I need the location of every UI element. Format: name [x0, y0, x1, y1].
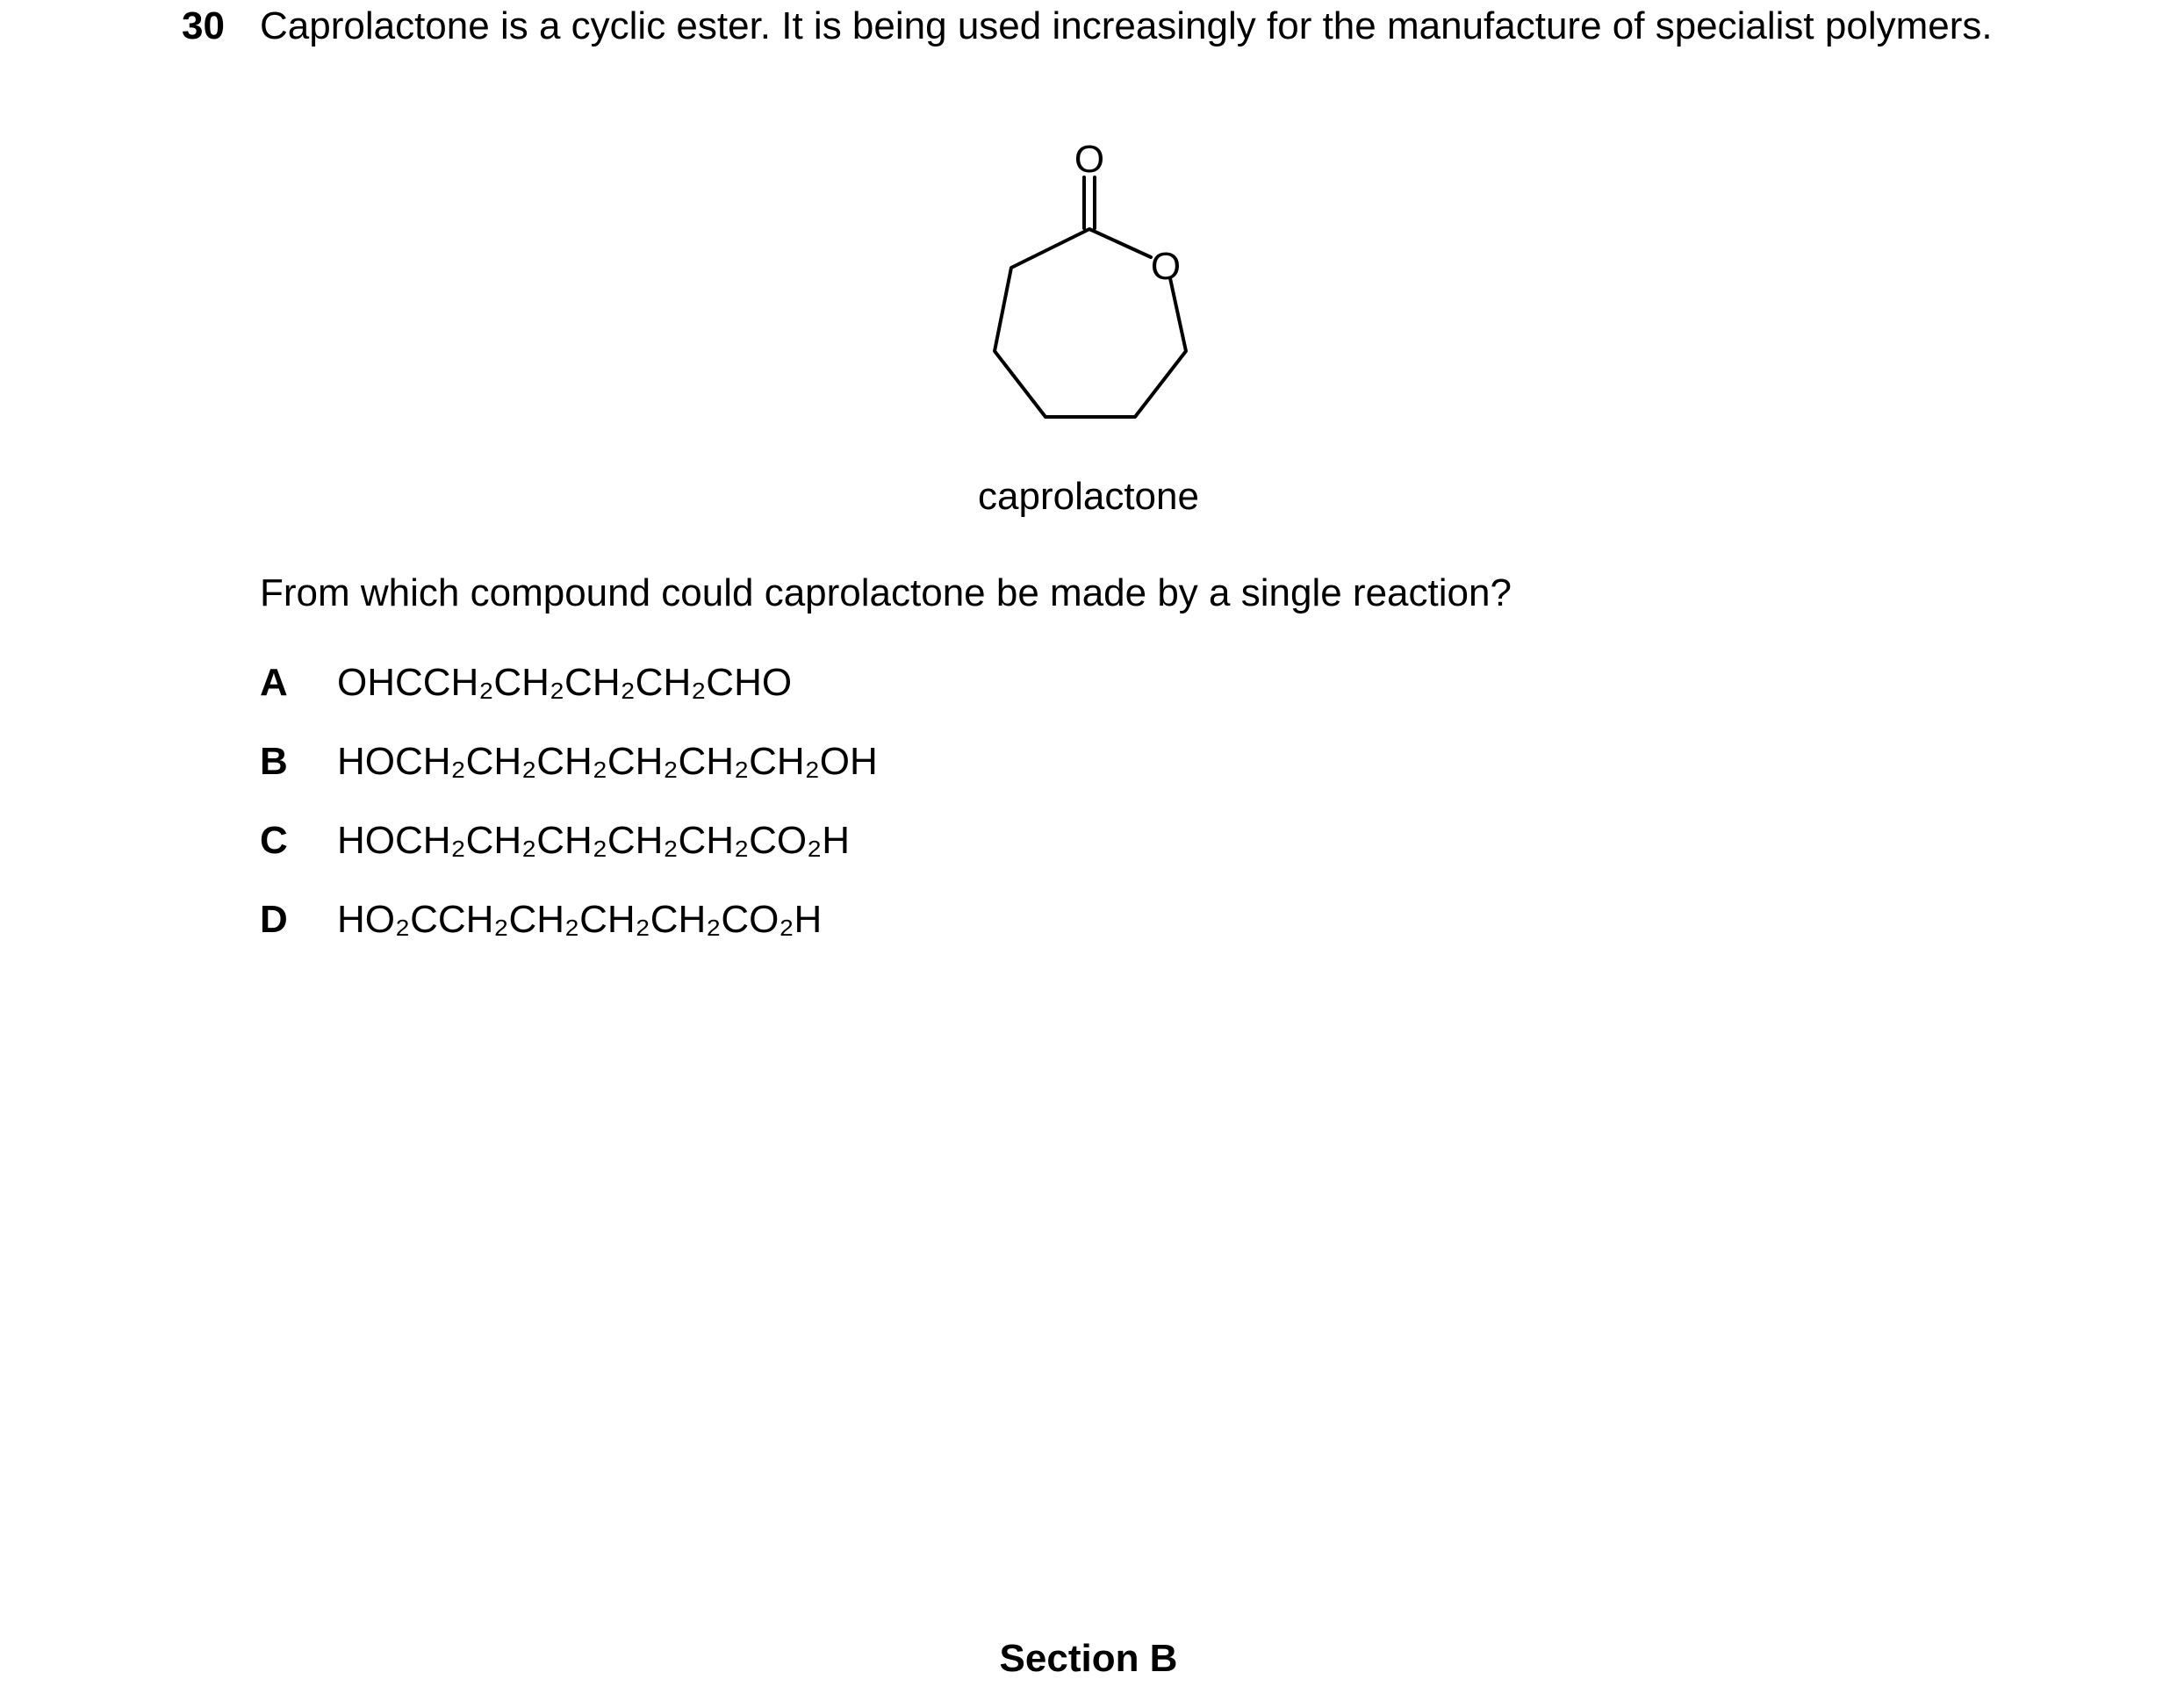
option-letter: B: [260, 740, 288, 783]
question-stem: Caprolactone is a cyclic ester. It is being used increasingly for the manufacture of specialist polymers.: [260, 4, 1993, 47]
option-letter: C: [260, 819, 288, 862]
carbonyl-oxygen-label: O: [1074, 138, 1105, 181]
option-formula: OHCCH₂CH₂CH₂CH₂CHO: [337, 661, 793, 704]
compound-label: caprolactone: [978, 475, 1199, 518]
question-prompt: From which compound could caprolactone be made by a single reaction?: [260, 571, 1512, 614]
option-letter: D: [260, 898, 288, 941]
question-number: 30: [182, 4, 225, 47]
ring-oxygen-label: O: [1150, 245, 1182, 288]
section-heading: Section B: [999, 1637, 1178, 1680]
option-formula: HO₂CCH₂CH₂CH₂CH₂CO₂H: [337, 898, 823, 941]
option-d[interactable]: [260, 897, 822, 943]
option-c[interactable]: [260, 818, 850, 864]
caprolactone-structure: [948, 132, 1229, 434]
option-letter: A: [260, 661, 288, 704]
option-a[interactable]: [260, 660, 792, 706]
option-formula: HOCH₂CH₂CH₂CH₂CH₂CH₂OH: [337, 740, 878, 783]
option-formula: HOCH₂CH₂CH₂CH₂CH₂CO₂H: [337, 819, 851, 862]
option-b[interactable]: [260, 739, 878, 785]
caprolactone-structure-diagram: [948, 132, 1229, 430]
